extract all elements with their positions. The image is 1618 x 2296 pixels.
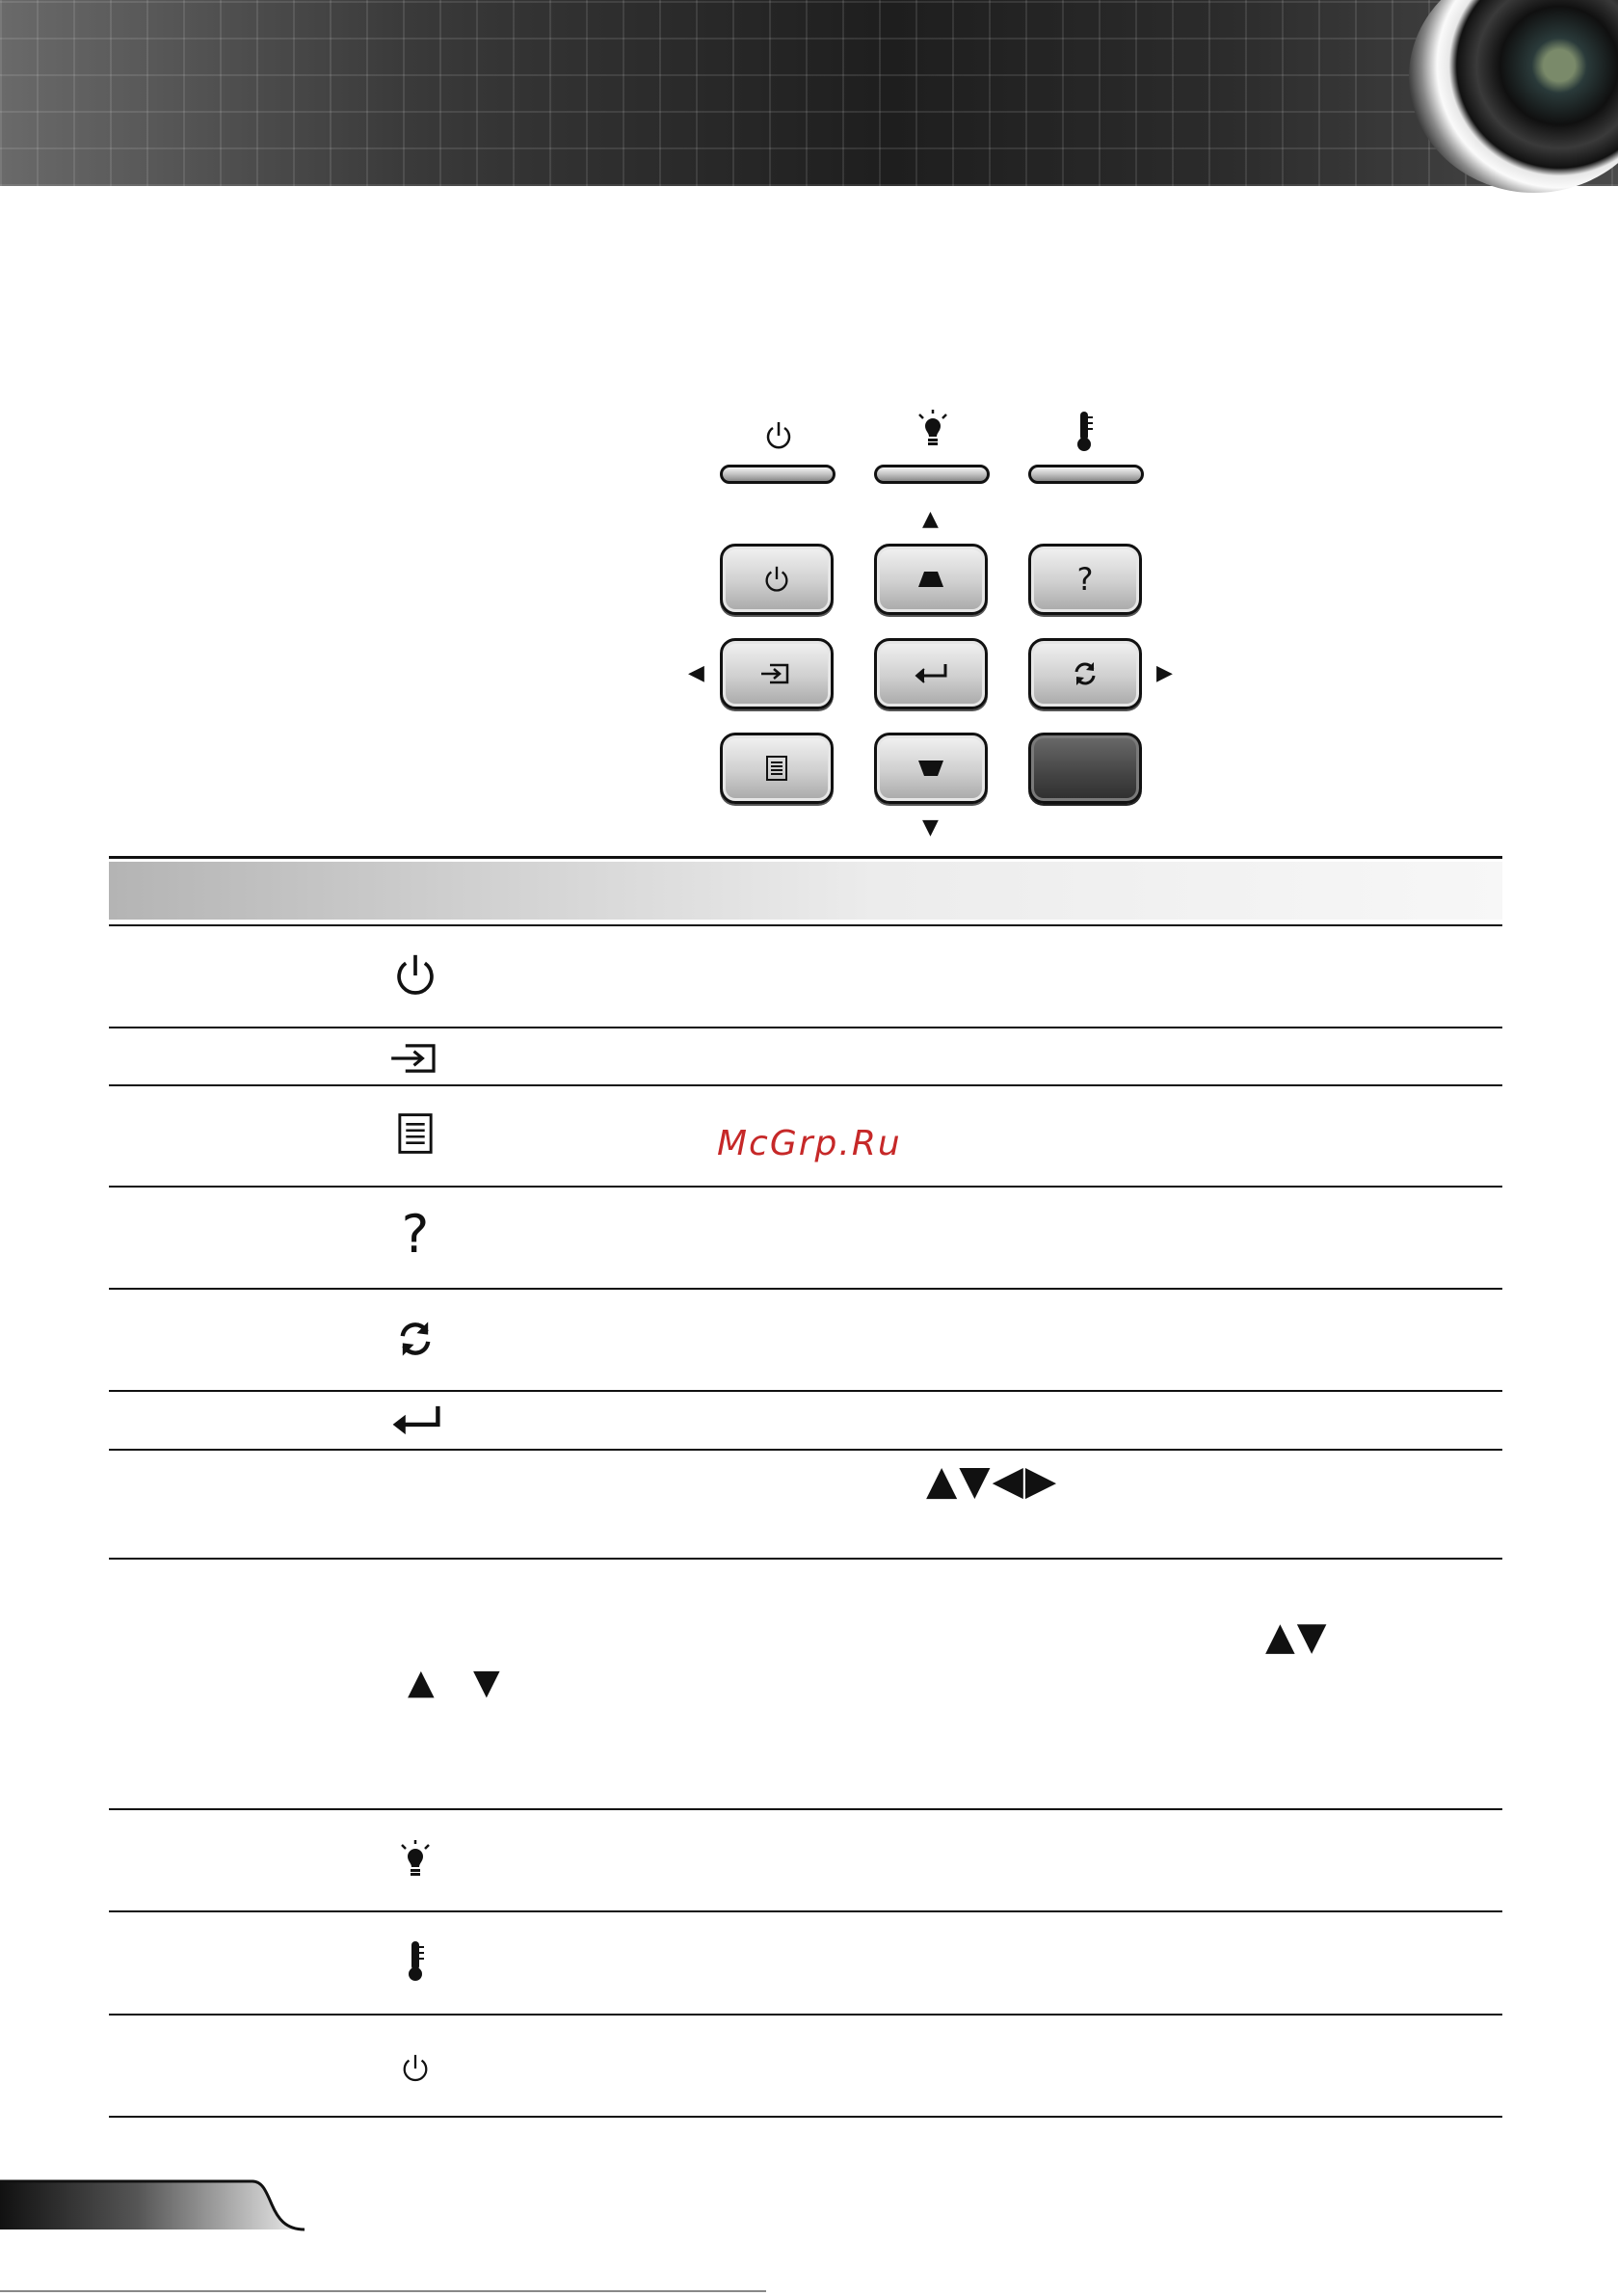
thermometer-icon xyxy=(401,1937,430,1986)
lamp-icon xyxy=(396,1837,435,1883)
resync-icon xyxy=(394,1317,437,1361)
lamp-led xyxy=(874,465,990,484)
temp-led xyxy=(1028,465,1144,484)
menu-icon xyxy=(395,1111,436,1156)
table-row xyxy=(109,1451,1502,1560)
power-icon xyxy=(759,416,798,455)
footer-tab xyxy=(0,2177,308,2233)
table-row xyxy=(109,1290,1502,1392)
power-icon xyxy=(761,564,792,595)
lamp-icon xyxy=(914,411,952,449)
footer-rule xyxy=(0,2290,766,2292)
power-led-icon xyxy=(400,2052,431,2085)
table-top-rule xyxy=(109,856,1502,859)
blank-key[interactable] xyxy=(1028,733,1142,804)
table-row xyxy=(109,2016,1502,2118)
enter-icon xyxy=(911,661,951,686)
table-row xyxy=(109,924,1502,1028)
header-band xyxy=(0,0,1618,186)
down-arrow-mark: ▼ xyxy=(922,815,939,840)
watermark: McGrp.Ru xyxy=(717,1124,902,1163)
enter-key[interactable] xyxy=(874,638,988,709)
help-key[interactable] xyxy=(1028,544,1142,615)
right-arrow-mark: ▶ xyxy=(1156,661,1173,685)
help-icon: ? xyxy=(1076,561,1094,598)
resync-key[interactable] xyxy=(1028,638,1142,709)
source-icon xyxy=(387,1040,443,1077)
help-icon: ? xyxy=(401,1204,430,1265)
power-key[interactable] xyxy=(720,544,834,615)
source-icon xyxy=(758,661,795,686)
table-row xyxy=(109,1560,1502,1810)
down-key[interactable] xyxy=(874,733,988,804)
power-led xyxy=(720,465,836,484)
keystone-up-icon xyxy=(917,570,944,589)
enter-icon xyxy=(385,1403,446,1440)
up-key[interactable] xyxy=(874,544,988,615)
thermometer-icon xyxy=(1065,413,1103,451)
table-row xyxy=(109,1810,1502,1912)
menu-key[interactable] xyxy=(720,733,834,804)
up-arrow-mark: ▲ xyxy=(922,507,939,531)
keystone-down-icon: ▼ xyxy=(473,1663,500,1702)
table-row xyxy=(109,1392,1502,1451)
left-arrow-mark: ◀ xyxy=(688,661,704,685)
table-row xyxy=(109,1188,1502,1290)
keypad-diagram xyxy=(675,405,1214,848)
table-header-band xyxy=(109,862,1502,920)
table-row xyxy=(109,1028,1502,1086)
keystone-down-icon xyxy=(917,759,944,778)
table-row xyxy=(109,1912,1502,2016)
four-arrows-icon: ▲▼◀▶ xyxy=(926,1456,1059,1504)
source-key[interactable] xyxy=(720,638,834,709)
keystone-desc-arrows: ▲▼ xyxy=(1265,1615,1329,1659)
keystone-up-icon: ▲ xyxy=(408,1663,435,1702)
resync-icon xyxy=(1071,659,1100,688)
power-icon xyxy=(392,951,438,1000)
menu-icon xyxy=(764,755,789,782)
